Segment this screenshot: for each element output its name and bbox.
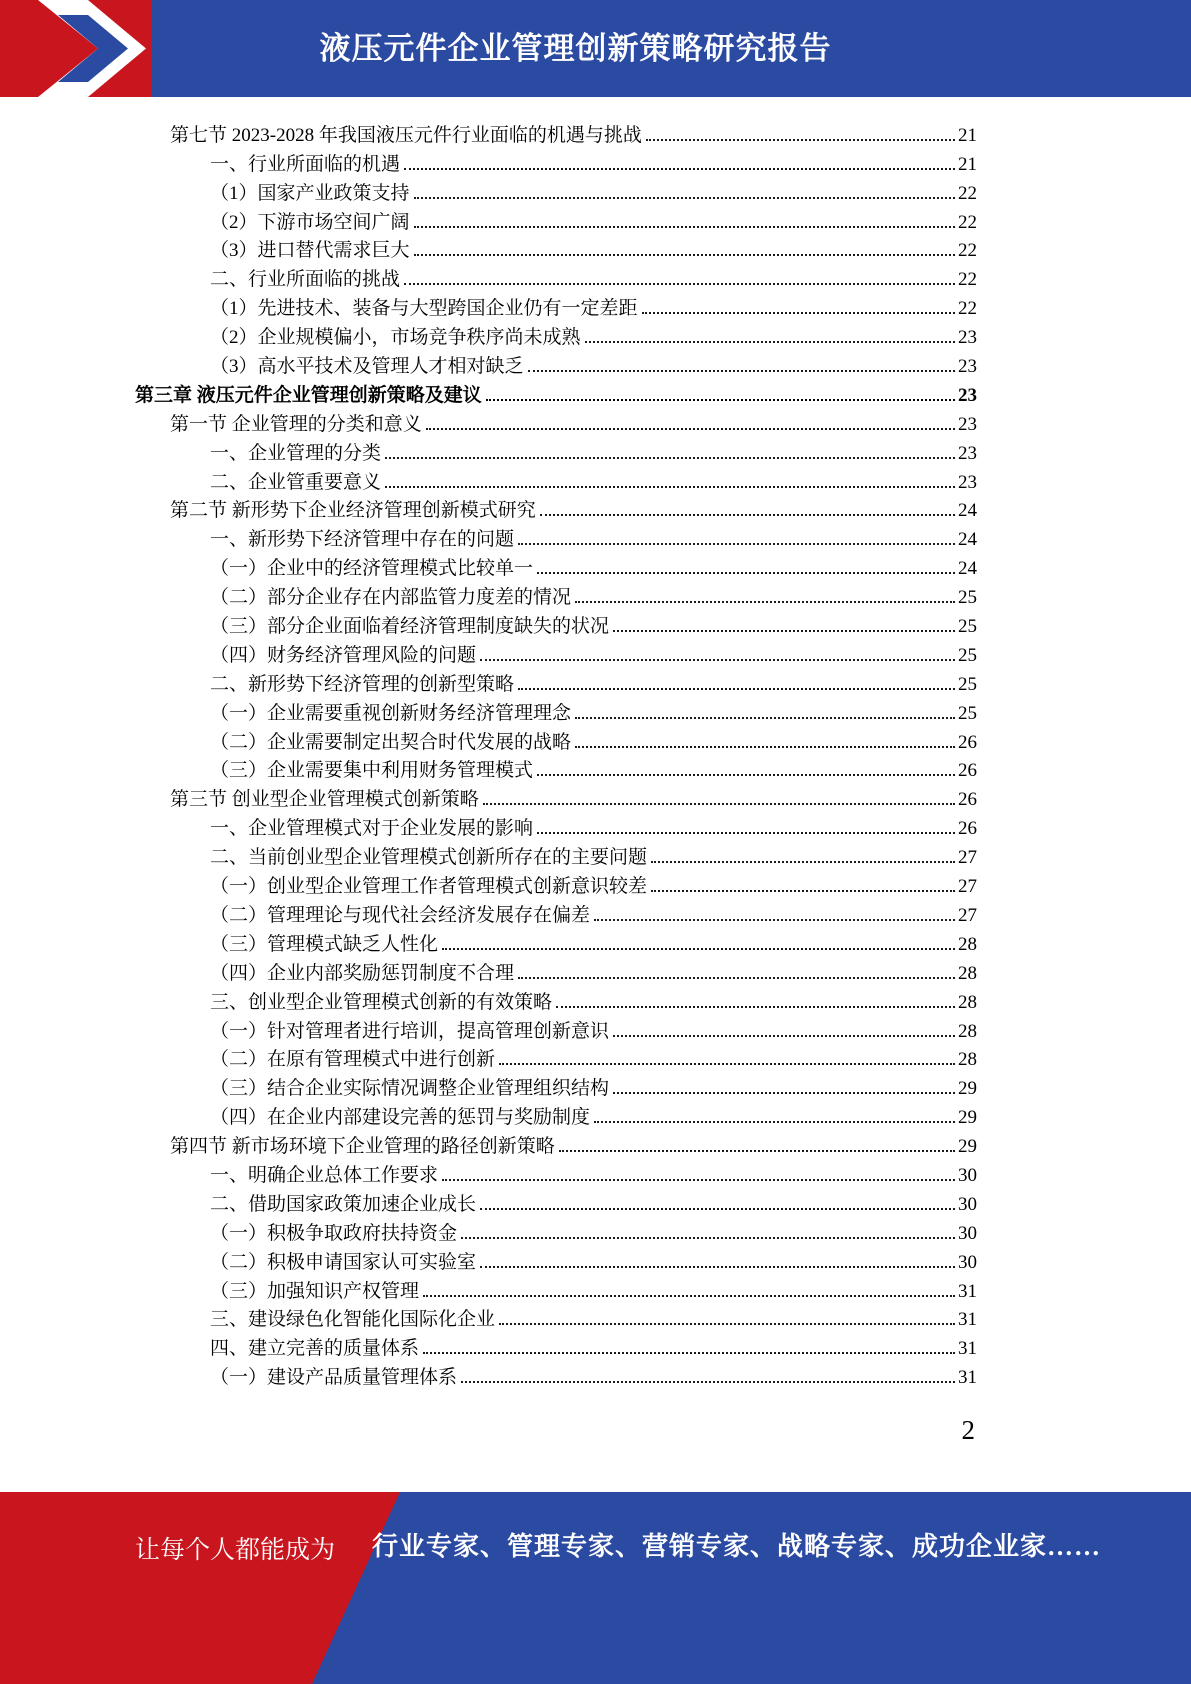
toc-leader-dots	[537, 774, 955, 776]
page-number: 2	[961, 1415, 975, 1446]
toc-entry-text: 一、新形势下经济管理中存在的问题	[210, 529, 515, 551]
toc-leader-dots	[613, 1035, 955, 1037]
toc-entry-text: 一、企业管理模式对于企业发展的影响	[210, 818, 534, 840]
toc-leader-dots	[594, 919, 955, 921]
toc-entry-text: （3）进口替代需求巨大	[210, 240, 410, 262]
footer-red-band	[0, 1492, 1191, 1684]
toc-entry-page: 27	[958, 847, 977, 869]
toc-entry	[135, 176, 977, 205]
toc-entry	[135, 667, 977, 696]
toc-leader-dots	[651, 861, 955, 863]
toc-leader-dots	[414, 226, 955, 228]
toc-leader-dots	[483, 803, 955, 805]
toc-entry	[135, 1129, 977, 1158]
toc-leader-dots	[385, 457, 955, 459]
toc-entry	[135, 1216, 977, 1245]
toc-entry-text: （一）积极争取政府扶持资金	[210, 1222, 458, 1244]
toc-entry-page: 24	[958, 500, 977, 522]
toc-entry-page: 30	[958, 1251, 977, 1273]
toc-leader-dots	[442, 948, 955, 950]
toc-entry	[135, 638, 977, 667]
toc-leader-dots	[442, 1179, 955, 1181]
toc-entry-text: （2）下游市场空间广阔	[210, 211, 410, 233]
toc-entry-text: （3）高水平技术及管理人才相对缺乏	[210, 356, 524, 378]
toc-entry-text: 第七节 2023-2028 年我国液压元件行业面临的机遇与挑战	[170, 124, 642, 146]
toc-entry	[135, 320, 977, 349]
toc-entry-text: 一、行业所面临的机遇	[210, 153, 401, 175]
toc-entry	[135, 118, 977, 147]
toc-entry-page: 22	[958, 298, 977, 320]
toc-entry	[135, 1360, 977, 1389]
toc-entry	[135, 811, 977, 840]
toc-entry-text: 二、企业管重要意义	[210, 471, 382, 493]
toc-entry-text: （二）在原有管理模式中进行创新	[210, 1049, 496, 1071]
toc-entry	[135, 291, 977, 320]
toc-entry-page: 30	[958, 1222, 977, 1244]
toc-entry-page: 29	[958, 1136, 977, 1158]
toc-leader-dots	[499, 1063, 955, 1065]
toc-entry	[135, 1158, 977, 1187]
toc-entry	[135, 349, 977, 378]
toc-entry-text: 一、明确企业总体工作要求	[210, 1164, 439, 1186]
toc-entry-text: （三）企业需要集中利用财务管理模式	[210, 760, 534, 782]
toc-entry-page: 31	[958, 1280, 977, 1302]
toc-entry-text: （二）积极申请国家认可实验室	[210, 1251, 477, 1273]
toc-leader-dots	[461, 1381, 955, 1383]
toc-leader-dots	[575, 717, 955, 719]
toc-entry	[135, 436, 977, 465]
toc-entry-text: （一）创业型企业管理工作者管理模式创新意识较差	[210, 876, 648, 898]
report-title: 液压元件企业管理创新策略研究报告	[319, 31, 832, 66]
toc-entry-page: 29	[958, 1078, 977, 1100]
toc-leader-dots	[528, 370, 955, 372]
table-of-contents	[0, 97, 1191, 1389]
toc-entry-text: 三、创业型企业管理模式创新的有效策略	[210, 991, 553, 1013]
toc-entry-page: 23	[958, 471, 977, 493]
toc-entry	[135, 985, 977, 1014]
toc-entry-page: 30	[958, 1193, 977, 1215]
toc-entry-page: 25	[958, 702, 977, 724]
toc-entry-text: （二）企业需要制定出契合时代发展的战略	[210, 731, 572, 753]
toc-leader-dots	[423, 1352, 955, 1354]
toc-entry-text: 第四节 新市场环境下企业管理的路径创新策略	[170, 1136, 555, 1158]
toc-entry	[135, 1071, 977, 1100]
toc-entry-text: 二、行业所面临的挑战	[210, 269, 401, 291]
toc-entry	[135, 551, 977, 580]
toc-entry-page: 22	[958, 211, 977, 233]
toc-entry-page: 25	[958, 644, 977, 666]
toc-entry-page: 21	[958, 153, 977, 175]
toc-leader-dots	[404, 283, 955, 285]
toc-leader-dots	[461, 1237, 955, 1239]
toc-entry	[135, 840, 977, 869]
toc-leader-dots	[499, 1323, 955, 1325]
toc-rows	[135, 118, 977, 1389]
toc-entry-page: 28	[958, 962, 977, 984]
toc-entry	[135, 1303, 977, 1332]
toc-entry	[135, 782, 977, 811]
toc-leader-dots	[613, 1092, 955, 1094]
toc-leader-dots	[540, 514, 955, 516]
toc-entry	[135, 1245, 977, 1274]
toc-entry-page: 26	[958, 760, 977, 782]
toc-entry-page: 26	[958, 731, 977, 753]
toc-leader-dots	[423, 1295, 955, 1297]
toc-entry	[135, 262, 977, 291]
toc-entry	[135, 147, 977, 176]
toc-entry	[135, 898, 977, 927]
toc-leader-dots	[594, 1121, 955, 1123]
toc-entry-text: （三）部分企业面临着经济管理制度缺失的状况	[210, 616, 610, 638]
toc-entry	[135, 1043, 977, 1072]
toc-entry-text: 一、企业管理的分类	[210, 442, 382, 464]
toc-entry-page: 31	[958, 1309, 977, 1331]
toc-entry-page: 23	[958, 413, 977, 435]
toc-entry-page: 28	[958, 933, 977, 955]
toc-entry	[135, 869, 977, 898]
toc-entry-text: （一）企业需要重视创新财务经济管理理念	[210, 702, 572, 724]
toc-entry	[135, 754, 977, 783]
toc-leader-dots	[585, 341, 955, 343]
toc-entry	[135, 1100, 977, 1129]
toc-entry-text: （三）加强知识产权管理	[210, 1280, 420, 1302]
toc-entry-page: 27	[958, 904, 977, 926]
toc-leader-dots	[537, 572, 955, 574]
toc-entry-text: 第三节 创业型企业管理模式创新策略	[170, 789, 479, 811]
toc-entry-page: 26	[958, 818, 977, 840]
page-header	[0, 0, 1191, 97]
toc-entry-page: 28	[958, 1049, 977, 1071]
toc-entry-text: 二、当前创业型企业管理模式创新所存在的主要问题	[210, 847, 648, 869]
toc-entry	[135, 1014, 977, 1043]
toc-leader-dots	[575, 746, 955, 748]
toc-leader-dots	[480, 1266, 955, 1268]
toc-leader-dots	[518, 977, 955, 979]
toc-leader-dots	[537, 832, 955, 834]
toc-entry-page: 25	[958, 673, 977, 695]
toc-leader-dots	[559, 1150, 955, 1152]
toc-leader-dots	[518, 543, 955, 545]
page-footer	[0, 1492, 1191, 1684]
toc-entry-page: 25	[958, 587, 977, 609]
toc-entry	[135, 465, 977, 494]
toc-entry-page: 22	[958, 240, 977, 262]
toc-entry-page: 23	[958, 356, 977, 378]
footer-slogan-left: 让每个人都能成为	[135, 1537, 336, 1564]
toc-leader-dots	[414, 197, 955, 199]
toc-entry-text: （四）企业内部奖励惩罚制度不合理	[210, 962, 515, 984]
toc-entry	[135, 494, 977, 523]
toc-entry	[135, 522, 977, 551]
toc-entry	[135, 205, 977, 234]
toc-entry	[135, 234, 977, 263]
toc-entry-text: （一）企业中的经济管理模式比较单一	[210, 558, 534, 580]
toc-leader-dots	[646, 139, 955, 141]
footer-slogan-right: 行业专家、管理专家、营销专家、战略专家、成功企业家……	[372, 1532, 1102, 1561]
toc-entry-page: 21	[958, 124, 977, 146]
toc-entry-page: 27	[958, 876, 977, 898]
toc-entry-text: （1）国家产业政策支持	[210, 182, 410, 204]
toc-leader-dots	[426, 428, 955, 430]
toc-entry-page: 28	[958, 991, 977, 1013]
toc-leader-dots	[642, 312, 955, 314]
toc-entry-text: 第一节 企业管理的分类和意义	[170, 413, 422, 435]
toc-entry-text: 第二节 新形势下企业经济管理创新模式研究	[170, 500, 536, 522]
toc-entry-page: 22	[958, 269, 977, 291]
toc-entry-page: 22	[958, 182, 977, 204]
toc-leader-dots	[414, 254, 955, 256]
toc-entry-page: 30	[958, 1164, 977, 1186]
toc-entry-text: （四）在企业内部建设完善的惩罚与奖励制度	[210, 1107, 591, 1129]
toc-entry-page: 24	[958, 529, 977, 551]
toc-entry-text: （一）针对管理者进行培训，提高管理创新意识	[210, 1020, 610, 1042]
toc-entry-text: （1）先进技术、装备与大型跨国企业仍有一定差距	[210, 298, 638, 320]
toc-entry	[135, 927, 977, 956]
toc-leader-dots	[575, 601, 955, 603]
toc-entry-page: 23	[958, 442, 977, 464]
toc-entry	[135, 725, 977, 754]
toc-entry-page: 23	[958, 384, 977, 406]
toc-leader-dots	[404, 168, 955, 170]
toc-entry	[135, 1187, 977, 1216]
toc-entry-text: （二）部分企业存在内部监管力度差的情况	[210, 587, 572, 609]
toc-entry-page: 26	[958, 789, 977, 811]
toc-entry	[135, 580, 977, 609]
toc-entry-text: （三）结合企业实际情况调整企业管理组织结构	[210, 1078, 610, 1100]
toc-entry-text: （一）建设产品质量管理体系	[210, 1367, 458, 1389]
toc-entry	[135, 1274, 977, 1303]
toc-entry-text: 二、借助国家政策加速企业成长	[210, 1193, 477, 1215]
toc-entry	[135, 696, 977, 725]
toc-entry	[135, 407, 977, 436]
toc-entry-page: 24	[958, 558, 977, 580]
toc-entry-page: 29	[958, 1107, 977, 1129]
toc-entry-page: 28	[958, 1020, 977, 1042]
toc-leader-dots	[486, 399, 955, 401]
toc-entry-text: 二、新形势下经济管理的创新型策略	[210, 673, 515, 695]
toc-entry-text: （四）财务经济管理风险的问题	[210, 644, 477, 666]
toc-leader-dots	[480, 659, 955, 661]
toc-entry-page: 31	[958, 1338, 977, 1360]
toc-leader-dots	[651, 890, 955, 892]
toc-entry-text: 第三章 液压元件企业管理创新策略及建议	[135, 384, 482, 406]
toc-entry	[135, 609, 977, 638]
toc-entry-text: （三）管理模式缺乏人性化	[210, 933, 439, 955]
toc-leader-dots	[613, 630, 955, 632]
toc-entry-page: 25	[958, 616, 977, 638]
toc-entry	[135, 956, 977, 985]
toc-entry-text: 四、建立完善的质量体系	[210, 1338, 420, 1360]
toc-entry	[135, 1331, 977, 1360]
toc-entry-page: 31	[958, 1367, 977, 1389]
toc-leader-dots	[518, 688, 955, 690]
toc-leader-dots	[556, 1006, 955, 1008]
toc-entry-text: （二）管理理论与现代社会经济发展存在偏差	[210, 904, 591, 926]
toc-leader-dots	[480, 1208, 955, 1210]
toc-entry-page: 23	[958, 327, 977, 349]
toc-leader-dots	[385, 486, 955, 488]
toc-entry	[135, 378, 977, 407]
toc-entry-text: （2）企业规模偏小，市场竞争秩序尚未成熟	[210, 327, 581, 349]
toc-entry-text: 三、建设绿色化智能化国际化企业	[210, 1309, 496, 1331]
